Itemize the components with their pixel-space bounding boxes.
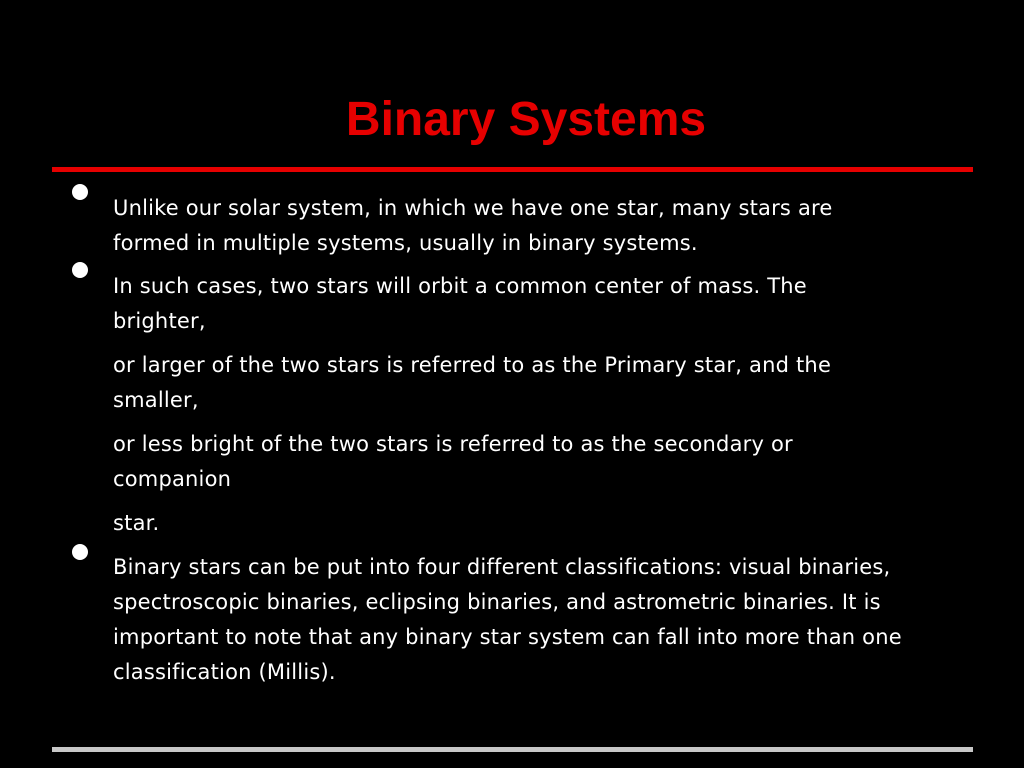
paragraph-line: Unlike our solar system, in which we have one star, many stars are (113, 196, 833, 220)
slide-title: Binary Systems (345, 93, 707, 146)
bullet-dot (72, 544, 88, 560)
paragraph-line: In such cases, two stars will orbit a common center of mass. The (113, 274, 807, 298)
paragraph-line: classification (Millis). (113, 660, 336, 684)
bullet-paragraph-2 (113, 269, 983, 339)
continuation-paragraph-4 (113, 427, 983, 497)
paragraph-line: or larger of the two stars is referred to as the Primary star, and the (113, 353, 832, 377)
paragraph-line: brighter, (113, 309, 206, 333)
continuation-paragraph-3 (113, 348, 983, 418)
title-divider-top (52, 167, 973, 172)
paragraph-line: important to note that any binary star system can fall into more than one (113, 625, 902, 649)
paragraph-line: spectroscopic binaries, eclipsing binaries, and astrometric binaries. It is (113, 590, 881, 614)
footer-divider-bottom (52, 747, 973, 752)
paragraph-line: companion (113, 467, 232, 491)
paragraph-line: or less bright of the two stars is referred to as the secondary or (113, 432, 793, 456)
paragraph-line: Binary stars can be put into four different classifications: visual binaries, (113, 555, 891, 579)
continuation-paragraph-5 (113, 506, 983, 541)
paragraph-line: star. (113, 511, 160, 535)
bullet-dot (72, 262, 88, 278)
bullet-paragraph-1 (113, 191, 983, 261)
bullet-dot (72, 184, 88, 200)
paragraph-line: formed in multiple systems, usually in binary systems. (113, 231, 698, 255)
bullet-paragraph-6 (113, 550, 983, 690)
paragraph-line: smaller, (113, 388, 199, 412)
